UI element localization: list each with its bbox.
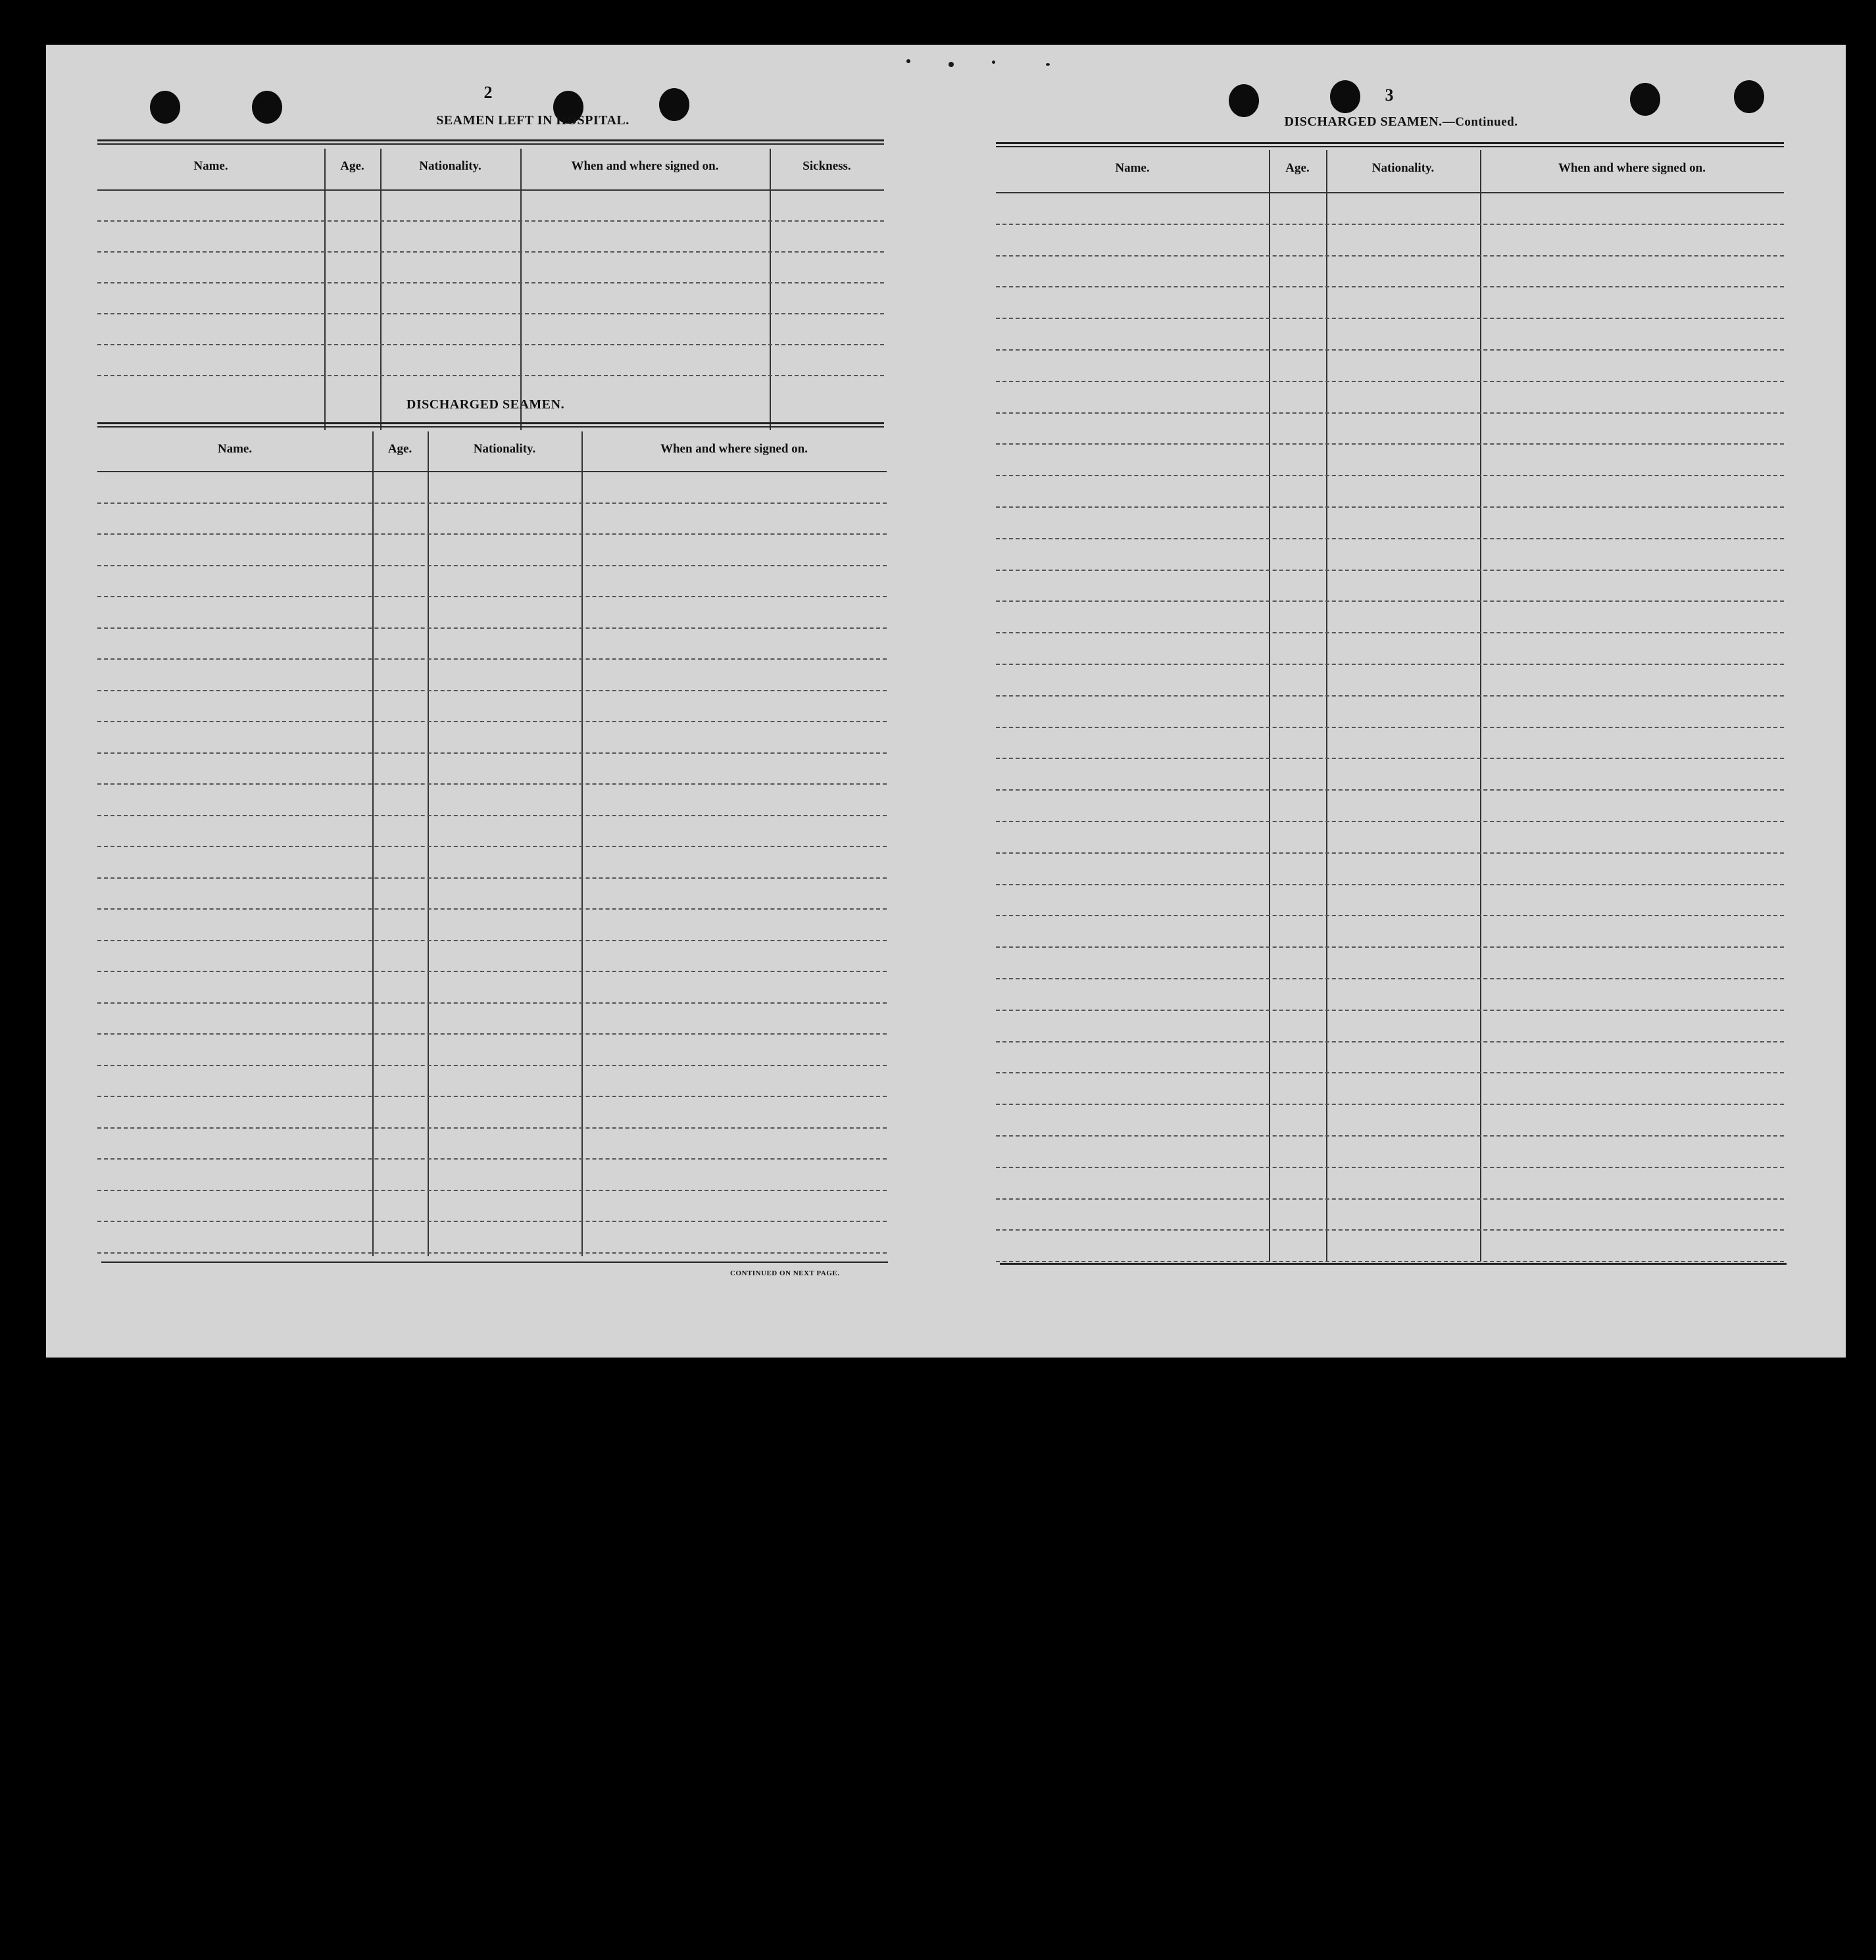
table-row[interactable] bbox=[97, 971, 887, 972]
column-header: When and where signed on. bbox=[660, 441, 808, 456]
table-row[interactable] bbox=[996, 1041, 1784, 1042]
table-row[interactable] bbox=[97, 721, 887, 722]
column-header: When and where signed on. bbox=[571, 159, 719, 174]
table-row[interactable] bbox=[97, 752, 887, 754]
table-row[interactable] bbox=[996, 381, 1784, 382]
top-rule-left-2 bbox=[97, 143, 884, 145]
table-row[interactable] bbox=[996, 1010, 1784, 1011]
discharged-continued-table bbox=[996, 150, 1784, 1262]
table-row[interactable] bbox=[996, 506, 1784, 508]
column-header: Nationality. bbox=[1371, 160, 1435, 175]
table-row[interactable] bbox=[996, 1229, 1784, 1231]
table-row[interactable] bbox=[97, 1002, 887, 1004]
punch-hole bbox=[1734, 80, 1764, 113]
mid-rule-left bbox=[97, 422, 884, 424]
header-divider bbox=[996, 192, 1784, 193]
table-row[interactable] bbox=[996, 1261, 1784, 1262]
table-row[interactable] bbox=[996, 789, 1784, 791]
section-title-discharged-continued bbox=[1250, 114, 1552, 130]
table-row[interactable] bbox=[996, 884, 1784, 885]
table-row[interactable] bbox=[97, 533, 887, 535]
table-row[interactable] bbox=[996, 1104, 1784, 1105]
punch-hole bbox=[252, 91, 282, 124]
table-row[interactable] bbox=[97, 1158, 887, 1160]
table-row[interactable] bbox=[996, 475, 1784, 476]
column-header: Name. bbox=[217, 441, 253, 456]
column-header: When and where signed on. bbox=[1558, 160, 1706, 175]
table-row[interactable] bbox=[97, 220, 884, 222]
table-row[interactable] bbox=[996, 978, 1784, 979]
column-header: Name. bbox=[193, 159, 228, 174]
header-divider bbox=[97, 189, 884, 191]
table-row[interactable] bbox=[996, 1198, 1784, 1200]
table-row[interactable] bbox=[996, 412, 1784, 414]
column-divider bbox=[428, 431, 429, 1256]
table-row[interactable] bbox=[996, 538, 1784, 539]
table-row[interactable] bbox=[996, 600, 1784, 602]
table-row[interactable] bbox=[996, 946, 1784, 948]
table-row[interactable] bbox=[97, 940, 887, 941]
table-row[interactable] bbox=[97, 502, 887, 504]
table-row[interactable] bbox=[996, 727, 1784, 728]
table-row[interactable] bbox=[97, 783, 887, 785]
table-row[interactable] bbox=[97, 846, 887, 847]
bottom-rule-left bbox=[101, 1262, 888, 1263]
table-row[interactable] bbox=[97, 596, 887, 597]
table-row[interactable] bbox=[97, 1033, 887, 1035]
column-divider bbox=[324, 149, 326, 430]
table-row[interactable] bbox=[996, 664, 1784, 665]
column-header: Sickness. bbox=[802, 159, 851, 174]
page-number-right: 3 bbox=[1385, 86, 1394, 105]
table-row[interactable] bbox=[97, 251, 884, 253]
table-row[interactable] bbox=[996, 443, 1784, 445]
top-rule-right-2 bbox=[996, 146, 1784, 147]
section-title-suffix: —Continued. bbox=[1442, 115, 1518, 129]
table-row[interactable] bbox=[97, 908, 887, 910]
table-row[interactable] bbox=[97, 375, 884, 376]
mid-rule-left-2 bbox=[97, 426, 884, 428]
table-row[interactable] bbox=[996, 852, 1784, 854]
top-rule-right bbox=[996, 142, 1784, 144]
column-divider bbox=[581, 431, 583, 1256]
table-row[interactable] bbox=[996, 1135, 1784, 1137]
table-row[interactable] bbox=[97, 565, 887, 566]
table-row[interactable] bbox=[996, 695, 1784, 697]
table-row[interactable] bbox=[97, 344, 884, 345]
table-row[interactable] bbox=[996, 758, 1784, 759]
table-row[interactable] bbox=[97, 1096, 887, 1097]
table-row[interactable] bbox=[996, 255, 1784, 257]
table-row[interactable] bbox=[97, 690, 887, 691]
table-row[interactable] bbox=[97, 658, 887, 660]
header-divider bbox=[97, 471, 887, 472]
column-header: Age. bbox=[1285, 160, 1310, 175]
table-row[interactable] bbox=[97, 313, 884, 314]
table-row[interactable] bbox=[996, 915, 1784, 916]
table-row[interactable] bbox=[996, 632, 1784, 633]
column-header: Nationality. bbox=[473, 441, 536, 456]
table-row[interactable] bbox=[97, 282, 884, 283]
table-row[interactable] bbox=[996, 821, 1784, 822]
column-header: Nationality. bbox=[419, 159, 481, 174]
continued-note: CONTINUED ON NEXT PAGE. bbox=[730, 1269, 840, 1277]
punch-hole bbox=[150, 91, 180, 124]
table-row[interactable] bbox=[996, 1072, 1784, 1073]
table-row[interactable] bbox=[996, 1167, 1784, 1168]
punch-hole bbox=[1330, 80, 1360, 113]
table-row[interactable] bbox=[97, 1252, 887, 1254]
table-row[interactable] bbox=[996, 224, 1784, 225]
document-sheet bbox=[46, 45, 1846, 1358]
column-header: Age. bbox=[387, 441, 412, 456]
table-row[interactable] bbox=[97, 1221, 887, 1222]
column-header: Age. bbox=[340, 159, 364, 174]
table-row[interactable] bbox=[97, 1127, 887, 1129]
bottom-rule-right bbox=[1000, 1263, 1787, 1265]
column-divider bbox=[380, 149, 382, 430]
section-title-discharged: DISCHARGED SEAMEN. bbox=[406, 397, 565, 412]
speck-mark bbox=[1046, 63, 1050, 66]
speck-mark bbox=[906, 59, 910, 63]
table-row[interactable] bbox=[996, 286, 1784, 287]
punch-hole bbox=[1630, 83, 1660, 116]
column-divider bbox=[372, 431, 374, 1256]
table-row[interactable] bbox=[97, 627, 887, 629]
table-row[interactable] bbox=[996, 318, 1784, 319]
speck-mark bbox=[949, 62, 954, 67]
column-divider bbox=[1480, 150, 1481, 1262]
speck-mark bbox=[992, 61, 995, 64]
column-divider bbox=[770, 149, 771, 430]
punch-hole bbox=[1229, 84, 1259, 117]
column-divider bbox=[1326, 150, 1327, 1262]
page-number-left: 2 bbox=[483, 83, 493, 102]
column-header: Name. bbox=[1115, 160, 1150, 175]
top-rule-left bbox=[97, 139, 884, 141]
table-row[interactable] bbox=[996, 349, 1784, 351]
table-row[interactable] bbox=[97, 877, 887, 879]
table-row[interactable] bbox=[996, 570, 1784, 571]
hospital-table bbox=[97, 149, 884, 430]
column-divider bbox=[1269, 150, 1270, 1262]
table-row[interactable] bbox=[97, 815, 887, 816]
section-title-text: DISCHARGED SEAMEN. bbox=[1284, 114, 1443, 129]
table-row[interactable] bbox=[97, 1190, 887, 1191]
table-row[interactable] bbox=[97, 1065, 887, 1066]
discharged-table bbox=[97, 431, 887, 1256]
column-divider bbox=[520, 149, 522, 430]
section-title-hospital: SEAMEN LEFT IN HOSPITAL. bbox=[436, 113, 629, 128]
